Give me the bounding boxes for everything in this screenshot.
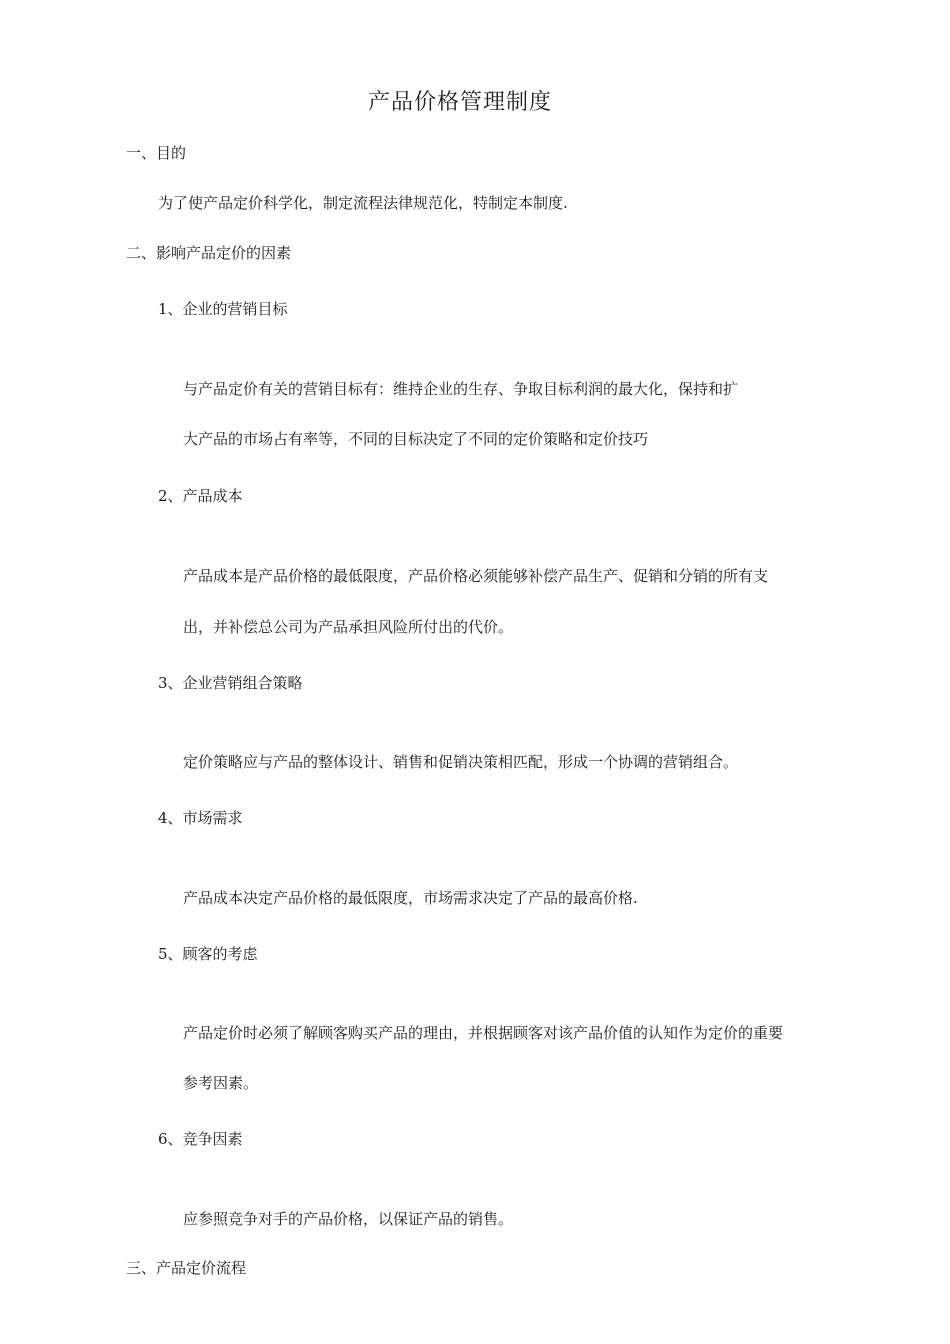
factor-heading-market-demand: 4、市场需求 — [158, 809, 243, 827]
factor-text-line: 与产品定价有关的营销目标有：维持企业的生存、争取目标利润的最大化，保持和扩 — [183, 380, 739, 398]
factor-text-line: 大产品的市场占有率等，不同的目标决定了不同的定价策略和定价技巧 — [183, 430, 649, 448]
factor-text-line: 产品成本决定产品价格的最低限度，市场需求决定了产品的最高价格. — [183, 889, 638, 907]
section-heading-factors: 二、影响产品定价的因素 — [126, 244, 292, 262]
factor-heading-marketing-mix: 3、企业营销组合策略 — [158, 674, 303, 692]
factor-heading-competition: 6、竞争因素 — [158, 1130, 243, 1148]
factor-text-line: 参考因素。 — [183, 1074, 259, 1092]
factor-text-line: 定价策略应与产品的整体设计、销售和促销决策相匹配，形成一个协调的营销组合。 — [183, 753, 739, 771]
section-heading-pricing-process: 三、产品定价流程 — [126, 1259, 247, 1277]
factor-heading-product-cost: 2、产品成本 — [158, 487, 243, 505]
factor-heading-customer: 5、顾客的考虑 — [158, 945, 258, 963]
factor-text-line: 应参照竞争对手的产品价格，以保证产品的销售。 — [183, 1210, 514, 1228]
section-body-purpose: 为了使产品定价科学化，制定流程法律规范化，特制定本制度. — [158, 194, 568, 212]
factor-text-line: 出，并补偿总公司为产品承担风险所付出的代价。 — [183, 618, 514, 636]
section-heading-purpose: 一、目的 — [126, 144, 187, 162]
factor-heading-marketing-goal: 1、企业的营销目标 — [158, 300, 288, 318]
factor-text-line: 产品成本是产品价格的最低限度，产品价格必须能够补偿产品生产、促销和分销的所有支 — [183, 567, 769, 585]
factor-text-line: 产品定价时必须了解顾客购买产品的理由，并根据顾客对该产品价值的认知作为定价的重要 — [183, 1024, 784, 1042]
document-title: 产品价格管理制度 — [367, 90, 552, 115]
